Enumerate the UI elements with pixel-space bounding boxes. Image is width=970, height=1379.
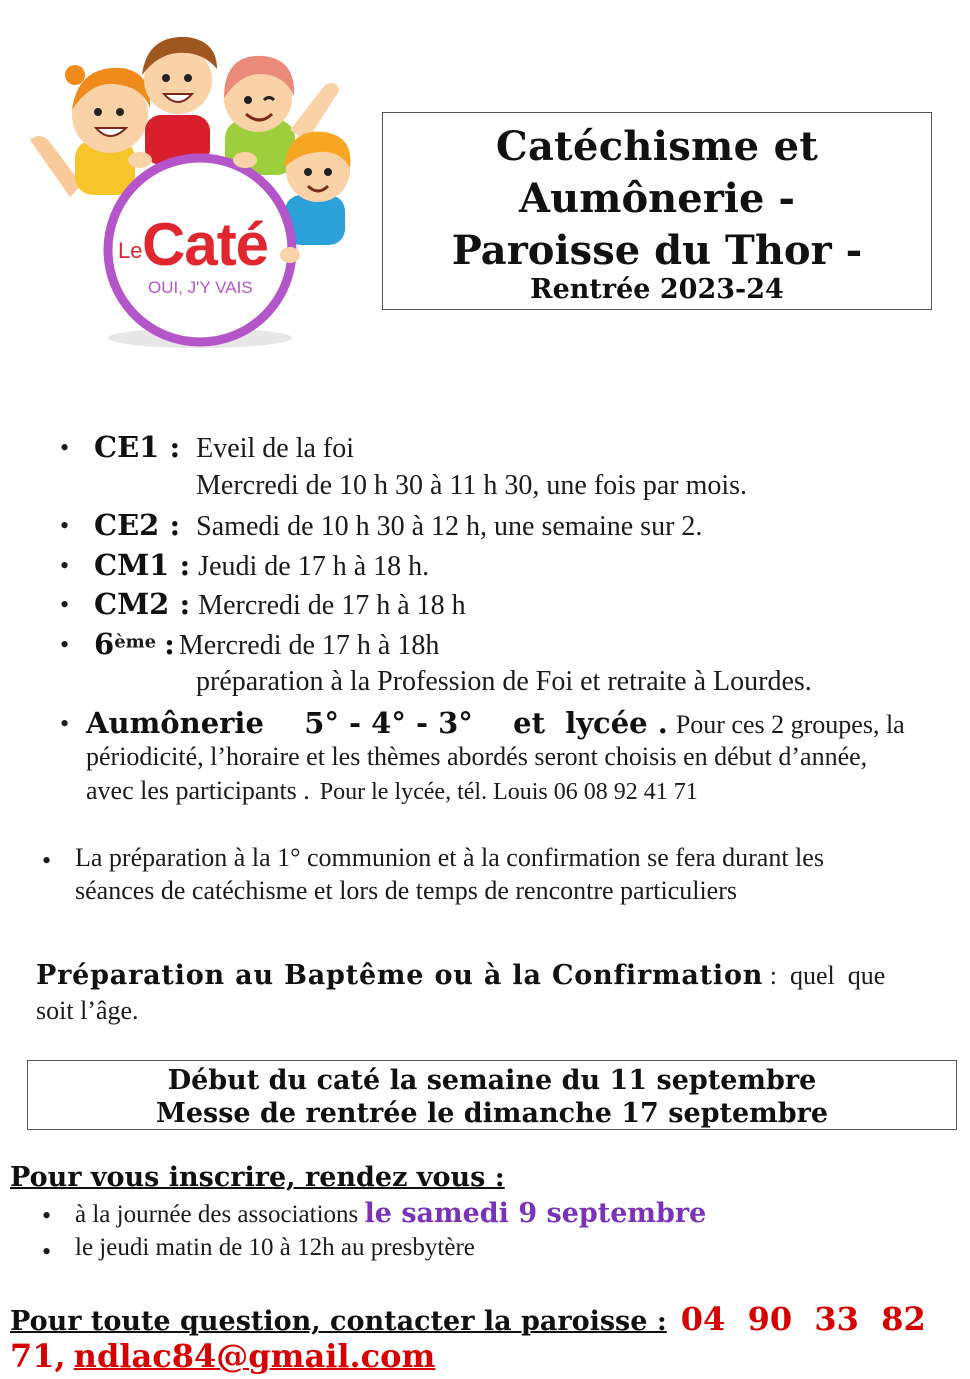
child-far-right-illustration — [284, 132, 350, 245]
contact-line-1 — [10, 1300, 926, 1338]
title-line-3: Paroisse du Thor - — [451, 227, 863, 274]
bullet-icon: • — [60, 590, 70, 619]
le-cate-logo — [20, 20, 380, 360]
bullet-icon: • — [60, 551, 70, 580]
communion-line-1: La préparation à la 1° communion et à la confirmation se fera durant les — [75, 843, 824, 872]
bapteme-line-2: soit l’âge. — [36, 996, 139, 1025]
contact-email-link[interactable]: ndlac84@gmail.com — [73, 1337, 436, 1375]
level-cm2-text: Mercredi de 17 h à 18 h — [198, 590, 466, 621]
bullet-icon: • — [60, 433, 70, 462]
level-cm1-text: Jeudi de 17 h à 18 h. — [198, 551, 430, 582]
level-aumonerie-line3 — [86, 776, 698, 806]
bullet-icon: • — [42, 1201, 52, 1230]
contact-heading: Pour toute question, contacter la paroisse : — [10, 1306, 667, 1337]
logo-cate-text: Caté — [142, 211, 269, 278]
inscription-item-1-text: à la journée des associations — [75, 1201, 365, 1228]
title-line-2: Aumônerie - — [519, 175, 795, 222]
level-aumonerie-text: Pour ces 2 groupes, la — [675, 710, 905, 739]
inscription-date-highlight: le samedi 9 septembre — [364, 1198, 707, 1229]
lycee-phone-text: Pour le lycée, tél. Louis 06 08 92 41 71 — [319, 779, 698, 805]
contact-phone-part2: 71, — [10, 1337, 66, 1375]
contact-phone-part1: 04 90 33 82 — [680, 1300, 926, 1338]
title-line-1: Catéchisme et — [495, 123, 819, 170]
level-cm1 — [94, 548, 429, 583]
level-cm2 — [94, 587, 466, 622]
child-left-illustration — [30, 65, 150, 197]
logo-tagline-text: OUI, J'Y VAIS — [148, 278, 253, 297]
bullet-icon: • — [42, 1237, 52, 1266]
bapteme-line-1 — [36, 960, 936, 991]
bullet-icon: • — [42, 846, 52, 875]
level-ce2-text: Samedi de 10 h 30 à 12 h, une semaine sur 2. — [196, 511, 703, 542]
communion-line-2: séances de catéchisme et lors de temps de rencontre particuliers — [75, 876, 737, 905]
bapteme-rest: : quel que — [763, 961, 886, 990]
level-cm1-label: CM1 : — [94, 548, 191, 582]
level-6eme-detail: préparation à la Profession de Foi et retraite à Lourdes. — [196, 666, 812, 697]
level-6eme-colon: : — [164, 627, 175, 661]
level-6eme-sup: ème — [114, 631, 157, 653]
child-center-illustration — [142, 37, 217, 165]
dates-line-2: Messe de rentrée le dimanche 17 septembre — [155, 1098, 829, 1129]
level-aumonerie-line3-text: avec les participants . — [86, 776, 310, 805]
level-ce2 — [94, 508, 702, 543]
contact-line-2 — [10, 1337, 435, 1375]
level-ce2-label: CE2 : — [94, 508, 181, 542]
level-6eme-text: Mercredi de 17 h à 18h — [178, 630, 440, 661]
level-6eme-label: 6 — [94, 627, 115, 661]
level-aumonerie-label: Aumônerie 5° - 4° - 3° et lycée . — [86, 706, 668, 740]
level-aumonerie — [86, 706, 905, 740]
dates-line-1: Début du caté la semaine du 11 septembre — [167, 1065, 817, 1096]
level-ce1-detail: Mercredi de 10 h 30 à 11 h 30, une fois par mois. — [196, 470, 748, 501]
dates-box — [27, 1060, 957, 1130]
bullet-icon: • — [60, 630, 70, 659]
title-line-4: Rentrée 2023-24 — [530, 274, 784, 305]
bullet-icon: • — [60, 511, 70, 540]
level-ce1-label: CE1 : — [94, 430, 181, 464]
logo-le-text: Le — [118, 238, 143, 263]
level-ce1 — [94, 430, 354, 465]
title-box — [382, 112, 932, 310]
inscription-item-2: le jeudi matin de 10 à 12h au presbytère — [75, 1234, 475, 1261]
bullet-icon: • — [60, 709, 70, 738]
inscription-heading: Pour vous inscrire, rendez vous : — [10, 1162, 505, 1193]
bapteme-heading: Préparation au Baptême ou à la Confirmation — [36, 960, 764, 991]
inscription-item-1 — [75, 1198, 706, 1229]
level-6eme — [94, 627, 439, 662]
level-ce1-text: Eveil de la foi — [196, 433, 354, 464]
level-cm2-label: CM2 : — [94, 587, 191, 621]
level-aumonerie-line2: périodicité, l’horaire et les thèmes abordés seront choisis en début d’année, — [86, 742, 868, 771]
